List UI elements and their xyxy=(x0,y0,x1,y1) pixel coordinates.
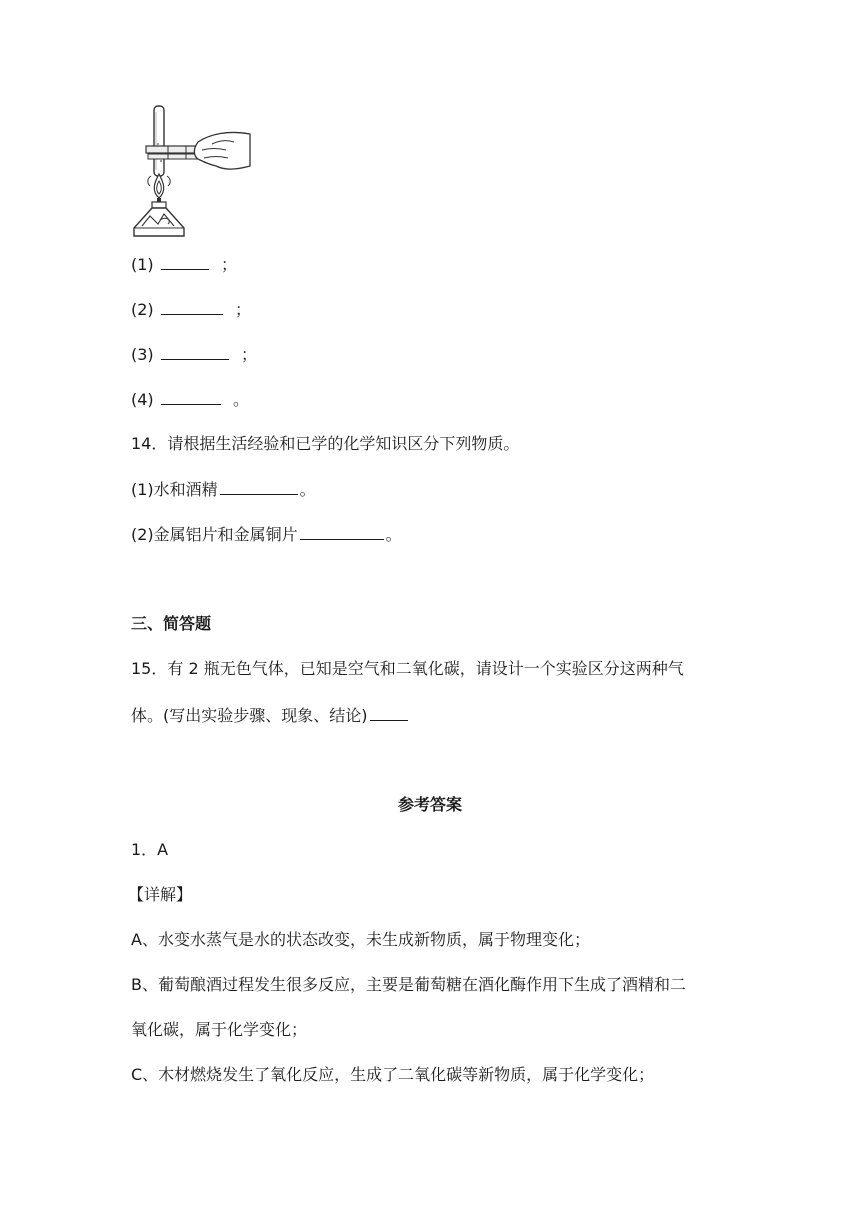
test-tube-heating-figure xyxy=(128,104,252,240)
q14-item-1 xyxy=(131,478,316,501)
q14-stem: 14．请根据生活经验和已学的化学知识区分下列物质。 xyxy=(131,434,520,453)
q13-item-2-label: (2) xyxy=(131,300,154,319)
q13-item-3 xyxy=(131,343,257,366)
detail-line-b-cont: 氧化碳，属于化学变化； xyxy=(131,1020,308,1039)
q13-item-4-end: 。 xyxy=(232,390,249,409)
answer-blank xyxy=(161,388,221,405)
q13-item-2 xyxy=(131,298,251,321)
q13-item-1-end: ； xyxy=(220,255,237,274)
answer-blank xyxy=(220,478,298,495)
q14-item-2 xyxy=(131,523,402,546)
q14-item-1-end: 。 xyxy=(299,480,316,499)
q13-item-1-label: (1) xyxy=(131,255,154,274)
q15-line-1: 15．有 2 瓶无色气体，已知是空气和二氧化碳，请设计一个实验区分这两种气 xyxy=(131,659,684,678)
answer-blank xyxy=(370,704,408,721)
detail-line-a: A、水变水蒸气是水的状态改变，未生成新物质，属于物理变化； xyxy=(131,930,590,949)
answer-blank xyxy=(300,523,384,540)
answer-1: 1．A xyxy=(131,840,169,859)
q14-item-2-end: 。 xyxy=(385,525,402,544)
q14-item-2-text: (2)金属铝片和金属铜片 xyxy=(131,525,298,544)
answers-title: 参考答案 xyxy=(397,795,462,814)
detail-line-b: B、葡萄酿酒过程发生很多反应，主要是葡萄糖在酒化酶作用下生成了酒精和二 xyxy=(131,975,686,994)
section-title: 三、简答题 xyxy=(131,614,212,633)
detail-line-c: C、木材燃烧发生了氧化反应，生成了二氧化碳等新物质，属于化学变化； xyxy=(131,1065,655,1084)
q15-line-2-text: 体。(写出实验步骤、现象、结论) xyxy=(131,706,368,725)
q15-line-2 xyxy=(131,704,410,727)
q13-item-3-end: ； xyxy=(240,345,257,364)
q13-item-4-label: (4) xyxy=(131,390,154,409)
q14-item-1-text: (1)水和酒精 xyxy=(131,480,218,499)
q13-item-3-label: (3) xyxy=(131,345,154,364)
q13-item-2-end: ； xyxy=(234,300,251,319)
q13-item-4 xyxy=(131,388,249,411)
answer-blank xyxy=(161,253,209,270)
answer-blank xyxy=(161,298,223,315)
detail-label: 【详解】 xyxy=(128,885,193,904)
q13-item-1 xyxy=(131,253,237,276)
answer-blank xyxy=(161,343,229,360)
